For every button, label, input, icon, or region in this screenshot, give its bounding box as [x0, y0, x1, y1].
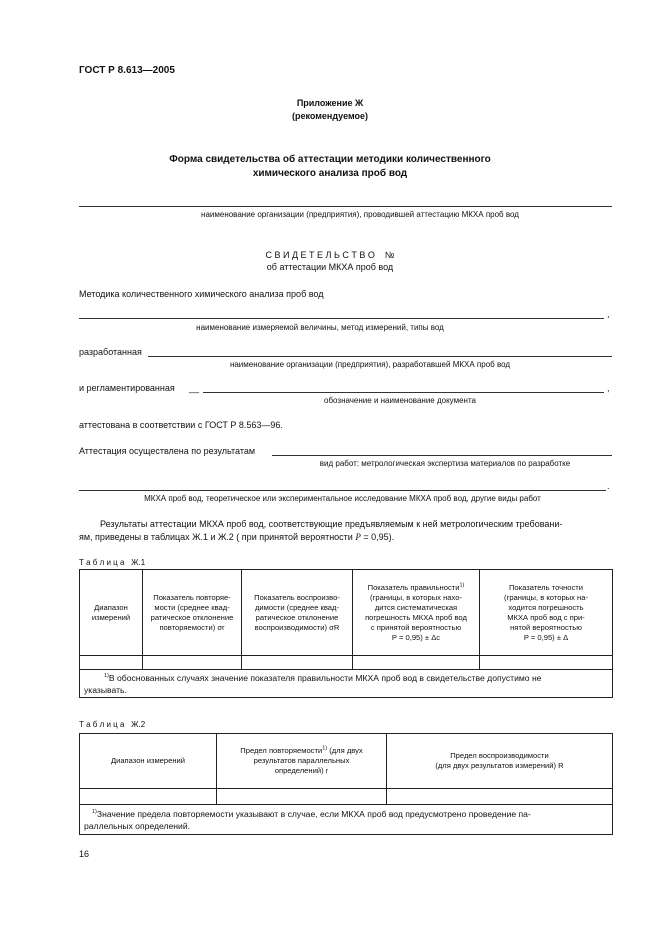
- certified-text: аттестована в соответствии с ГОСТ Р 8.563—96.: [79, 420, 283, 430]
- table1-col-reproducibility: Показатель воспроизво- димости (среднее квад- ратическое отклонение воспроизводимости) σR: [242, 570, 353, 656]
- document-code: ГОСТ Р 8.613—2005: [79, 65, 175, 76]
- page-number: 16: [79, 849, 90, 859]
- results-line-1: Результаты аттестации МКХА проб вод, соответствующие предъявляемым к ней метрологическим требовани-: [100, 519, 563, 529]
- work-line: [79, 490, 606, 491]
- regulated-label: и регламентированная: [79, 383, 175, 393]
- table1-cell: [480, 656, 613, 670]
- table1-col-accuracy: Показатель точности (границы, в которых на- ходится погрешность МКХА проб вод с при- нятой вероятностью P = 0,95) ± Δ: [480, 570, 613, 656]
- heading-line-1: Форма свидетельства об аттестации методики количественного: [169, 154, 491, 165]
- table1: [79, 569, 613, 698]
- work-caption: вид работ: метрологическая экспертиза материалов по разработке: [319, 459, 571, 468]
- table2-footnote: $^{1)}$Значение предела повторяемости указывают в случае, если МКХА проб вод предусмотрено проведение па- раллельных определений.: [80, 805, 613, 835]
- table1-col-repeatability: Показатель повторяе- мости (среднее квад- ратическое отклонение повторяемости) σr: [143, 570, 242, 656]
- heading-line-2: химического анализа проб вод: [252, 168, 408, 179]
- appendix-title: Приложение Ж: [296, 98, 364, 108]
- appendix-subtitle: (рекомендуемое): [292, 111, 368, 121]
- table2-cell: [217, 789, 387, 805]
- table2-label: Т а б л и ц а Ж.2: [79, 720, 146, 729]
- method-label: Методика количественного химического анализа проб вод: [79, 289, 324, 299]
- developed-line: [148, 356, 612, 357]
- certificate-title: С В И Д Е Т Е Л Ь С Т В О №: [265, 250, 395, 260]
- table1-cell: [143, 656, 242, 670]
- table1-cell: [353, 656, 480, 670]
- regulated-comma: ,: [607, 383, 610, 393]
- regulated-line: [203, 392, 604, 393]
- regulated-dash: __: [189, 383, 200, 393]
- developed-label: разработанная: [79, 347, 142, 357]
- method-line: [79, 318, 604, 319]
- table2-col-repeatability-limit: Предел повторяемости$^{1)}$ (для двух результатов параллельных определений) r: [217, 734, 387, 789]
- org-line: [79, 206, 612, 207]
- performed-label: Аттестация осуществлена по результатам: [79, 446, 256, 456]
- measure-caption: наименование измеряемой величины, метод измерений, типы вод: [196, 323, 444, 332]
- regulated-caption: обозначение и наименование документа: [324, 396, 476, 405]
- results-line-2: ям, приведены в таблицах Ж.1 и Ж.2 ( при принятой вероятности P = 0,95).: [79, 532, 395, 542]
- table1-cell: [80, 656, 143, 670]
- table1-cell: [242, 656, 353, 670]
- table1-col-range: Диапазон измерений: [80, 570, 143, 656]
- table2-col-range: Диапазон измерений: [80, 734, 217, 789]
- table2: [79, 733, 613, 835]
- table2-col-reproducibility-limit: Предел воспроизводимости (для двух результатов измерений) R: [387, 734, 613, 789]
- table1-footnote: $^{1)}$В обоснованных случаях значение показателя правильности МКХА проб вод в свидетельстве допустимо не указывать.: [80, 670, 613, 698]
- org-caption: наименование организации (предприятия), проводившей аттестацию МКХА проб вод: [201, 210, 519, 219]
- table1-label: Т а б л и ц а Ж.1: [79, 558, 146, 567]
- performed-line: [272, 455, 612, 456]
- table1-col-correctness: Показатель правильности$^{1)}$ (границы, в которых нахо- дится систематическая погрешность МКХА проб вод с принятой вероятностью P = 0,95) ± Δc: [353, 570, 480, 656]
- work-caption-2: МКХА проб вод, теоретическое или экспериментальное исследование МКХА проб вод, другие виды работ: [144, 494, 541, 503]
- method-comma: ,: [607, 309, 610, 319]
- table2-cell: [80, 789, 217, 805]
- table2-cell: [387, 789, 613, 805]
- certificate-subtitle: об аттестации МКХА проб вод: [266, 262, 394, 272]
- developed-caption: наименование организации (предприятия), разработавшей МКХА проб вод: [229, 360, 511, 369]
- work-period: .: [607, 481, 610, 491]
